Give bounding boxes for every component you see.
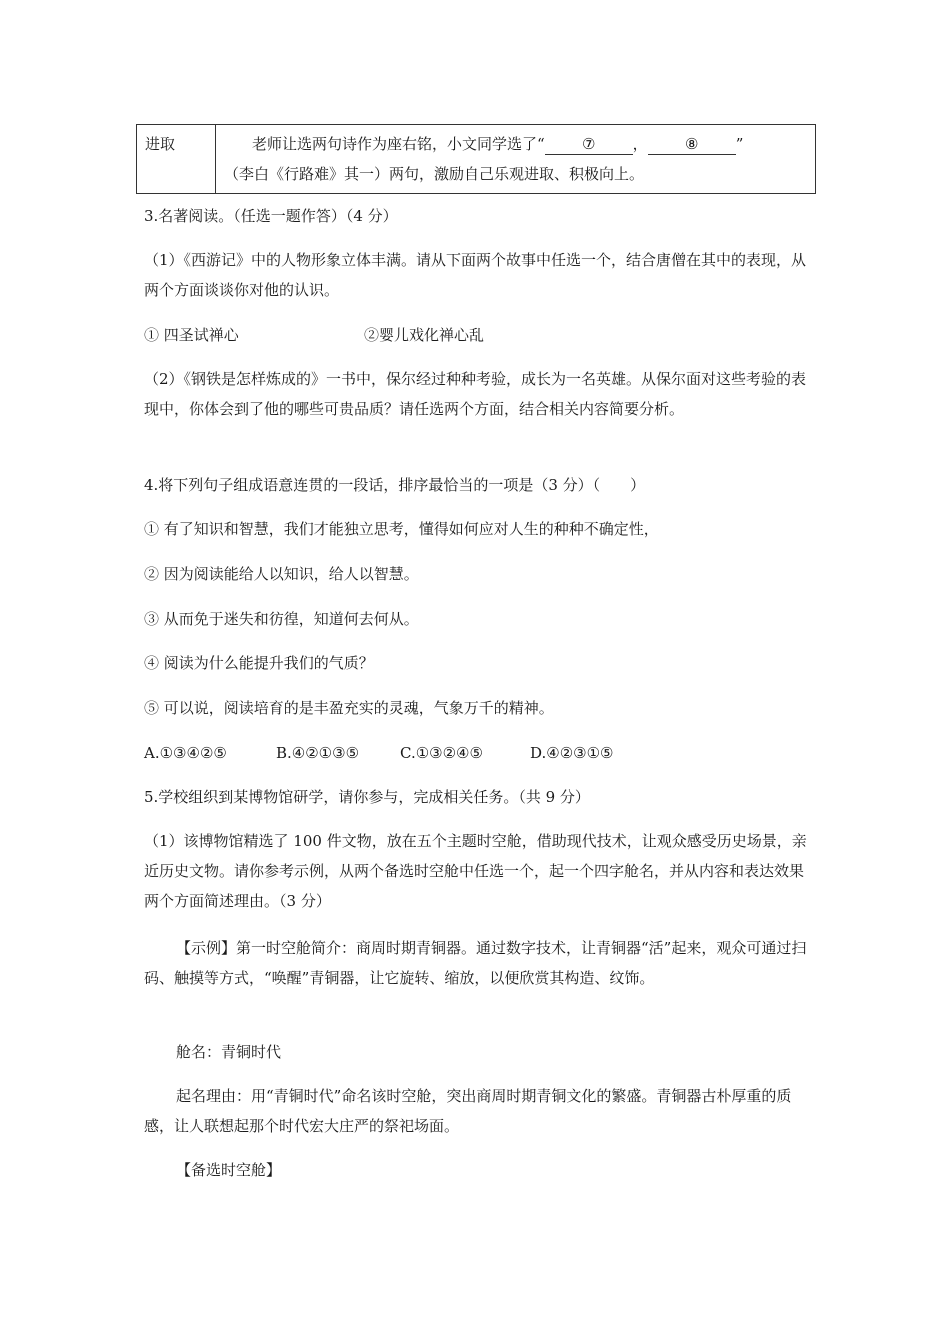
table-line-2: （李白《行路难》其一）两句，激励自己乐观进取、积极向上。 xyxy=(224,165,645,183)
q4-sentence-2: ② 因为阅读能给人以知识，给人以智慧。 xyxy=(144,565,419,583)
q4-sentence-3: ③ 从而免于迷失和彷徨，知道何去何从。 xyxy=(144,610,419,628)
q4-option-b: B.④②①③⑤ xyxy=(276,744,360,762)
q4-option-d: D.④②③①⑤ xyxy=(530,744,614,762)
q4-option-c: C.①③②④⑤ xyxy=(400,744,483,762)
q3-options xyxy=(144,320,812,350)
q5-alt-title: 【备选时空舱】 xyxy=(176,1161,282,1179)
q3-part1: （1）《西游记》中的人物形象立体丰满。请从下面两个故事中任选一个，结合唐僧在其中的表现，从两个方面谈谈你对他的认识。 xyxy=(144,251,807,299)
table-line-1 xyxy=(224,129,807,159)
q3-part2: （2）《钢铁是怎样炼成的》一书中，保尔经过种种考验，成长为一名英雄。从保尔面对这些考验的表现中，你体会到了他的哪些可贵品质？请任选两个方面，结合相关内容简要分析。 xyxy=(144,370,807,418)
q5-example: 【示例】第一时空舱简介：商周时期青铜器。通过数字技术，让青铜器“活”起来，观众可通过扫码、触摸等方式，“唤醒”青铜器，让它旋转、缩放，以便欣赏其构造、纹饰。 xyxy=(144,939,807,987)
table-label-cell xyxy=(137,125,216,194)
q5-title: 5.学校组织到某博物馆研学，请你参与，完成相关任务。（共 9 分） xyxy=(144,788,590,806)
q4-sentence-4: ④ 阅读为什么能提升我们的气质？ xyxy=(144,654,374,672)
table-text-before: 老师让选两句诗作为座右铭，小文同学选了“ xyxy=(252,135,545,153)
q4-option-a: A.①③④②⑤ xyxy=(144,744,227,762)
blank-7[interactable]: ⑦ xyxy=(545,134,633,155)
q5-cabin-name: 舱名：青铜时代 xyxy=(176,1043,282,1061)
q3-title: 3.名著阅读。（任选一题作答）（4 分） xyxy=(144,207,398,225)
table-content-cell xyxy=(216,125,816,194)
q4-options xyxy=(144,738,812,768)
q4-sentence-5: ⑤ 可以说，阅读培育的是丰盈充实的灵魂，气象万千的精神。 xyxy=(144,699,554,717)
table-row xyxy=(137,125,816,194)
poetry-table xyxy=(136,124,816,194)
table-text-after: ” xyxy=(735,135,744,153)
table-comma: ， xyxy=(632,135,648,153)
q3-option-1: ① 四圣试禅心 xyxy=(144,326,239,344)
table-label: 进取 xyxy=(145,135,176,153)
q4-sentence-1: ① 有了知识和智慧，我们才能独立思考，懂得如何应对人生的种种不确定性， xyxy=(144,520,659,538)
q3-option-2: ②婴儿戏化禅心乱 xyxy=(364,326,485,344)
q5-reason: 起名理由：用“青铜时代”命名该时空舱，突出商周时期青铜文化的繁盛。青铜器古朴厚重的质感，让人联想起那个时代宏大庄严的祭祀场面。 xyxy=(144,1087,792,1135)
q5-part1: （1）该博物馆精选了 100 件文物，放在五个主题时空舱，借助现代技术，让观众感受历史场景，亲近历史文物。请你参考示例，从两个备选时空舱中任选一个，起一个四字舱名，并从内容和表达效果两个方面简述理由。（3 分） xyxy=(144,832,807,910)
blank-8[interactable]: ⑧ xyxy=(648,134,736,155)
q4-title: 4.将下列句子组成语意连贯的一段话，排序最恰当的一项是（3 分）（ ） xyxy=(144,476,646,494)
